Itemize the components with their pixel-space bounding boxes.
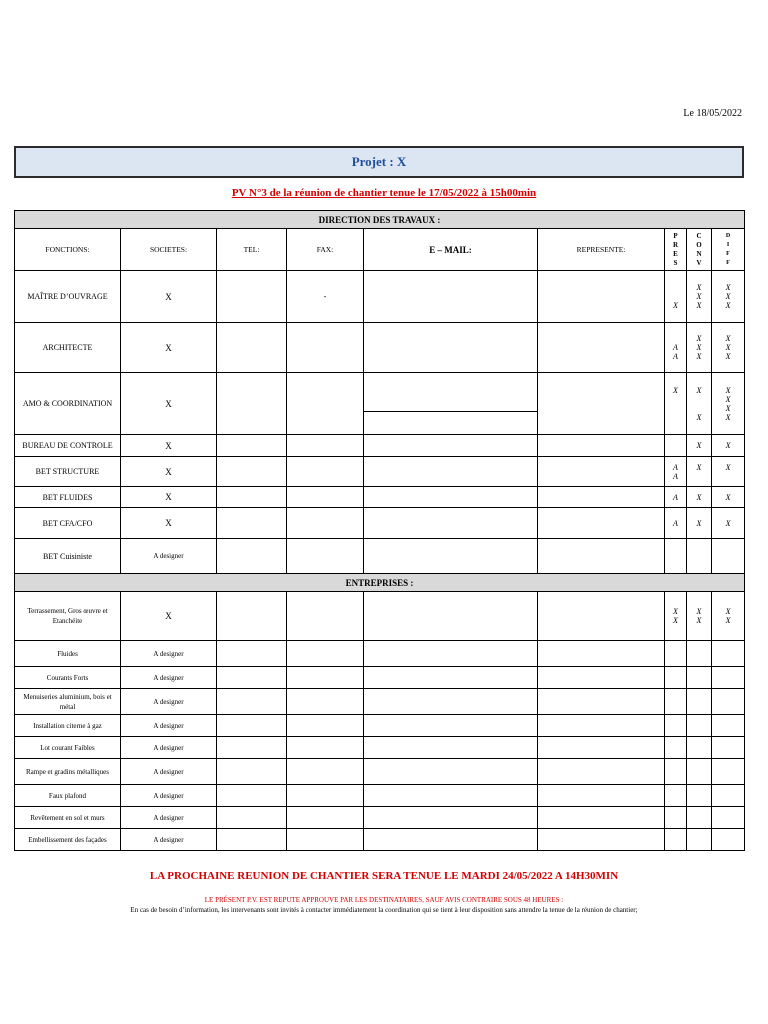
diff-cell-mark: X <box>725 343 731 352</box>
pres-cell-mark <box>675 552 677 561</box>
fonction-cell: Revêtement en sol et murs <box>15 807 121 829</box>
pres-cell-mark: A <box>673 471 678 481</box>
tel-cell <box>217 737 287 759</box>
representant-cell <box>538 323 665 373</box>
pres-cell-mark: X <box>673 616 678 625</box>
conv-cell <box>687 457 712 487</box>
header-tel: TEL: <box>217 229 287 271</box>
pres-cell-mark <box>675 673 677 682</box>
tel-cell <box>217 508 287 539</box>
next-meeting-notice: LA PROCHAINE REUNION DE CHANTIER SERA TENUE LE MARDI 24/05/2022 A 14H30MIN <box>149 870 619 882</box>
diff-cell <box>712 435 745 457</box>
diff-cell <box>712 539 745 574</box>
conv-cell <box>687 785 712 807</box>
conv-cell-mark <box>698 404 700 413</box>
conv-cell-mark: X <box>696 352 702 361</box>
fonction-cell: BET CFA/CFO <box>15 508 121 539</box>
societe-cell: X <box>121 592 217 641</box>
pres-cell-mark <box>675 283 677 292</box>
fonction-cell: BET FLUIDES <box>15 487 121 508</box>
pres-cell <box>665 737 687 759</box>
pres-cell <box>665 323 687 373</box>
pres-cell <box>665 641 687 667</box>
pres-cell-mark <box>675 649 677 658</box>
pv-title: PV N°3 de la réunion de chantier tenue le 17/05/2022 à 15h00min <box>231 187 537 199</box>
pres-cell-mark: X <box>673 385 678 395</box>
attendance-table <box>14 210 745 851</box>
conv-cell <box>687 487 712 508</box>
table-row <box>15 759 745 785</box>
table-row <box>15 508 745 539</box>
fonction-cell: Installation citerne à gaz <box>15 715 121 737</box>
table-row <box>15 829 745 851</box>
fonction-cell: Fluides <box>15 641 121 667</box>
representant-cell <box>538 715 665 737</box>
representant-cell <box>538 829 665 851</box>
pres-cell-mark: A <box>673 343 678 352</box>
header-letter: V <box>696 258 702 267</box>
fonction-cell: MAÎTRE D’OUVRAGE <box>15 271 121 323</box>
pres-cell <box>665 508 687 539</box>
tel-cell <box>217 759 287 785</box>
fax-cell <box>287 641 364 667</box>
header-conv <box>687 229 712 271</box>
pres-cell-mark: A <box>673 492 678 502</box>
pres-cell-mark: X <box>673 607 678 616</box>
tel-cell <box>217 539 287 574</box>
fax-cell <box>287 323 364 373</box>
fonction-cell: BET STRUCTURE <box>15 457 121 487</box>
conv-cell <box>687 807 712 829</box>
tel-cell <box>217 323 287 373</box>
conv-cell-mark <box>698 552 700 561</box>
representant-cell <box>538 539 665 574</box>
diff-cell <box>712 323 745 373</box>
pres-cell <box>665 689 687 715</box>
conv-cell-mark <box>698 835 700 844</box>
fonction-cell: Rampe et gradins métalliques <box>15 759 121 785</box>
pres-cell <box>665 435 687 457</box>
header-diff <box>712 229 745 271</box>
diff-cell-mark: X <box>725 412 731 422</box>
conv-cell-mark <box>698 743 700 752</box>
fax-cell <box>287 487 364 508</box>
table-row <box>15 271 745 323</box>
conv-cell-mark <box>698 395 700 404</box>
fax-cell <box>287 689 364 715</box>
diff-cell-mark <box>727 835 729 844</box>
conv-cell-mark: X <box>696 292 702 301</box>
diff-cell-mark: X <box>725 334 731 343</box>
representant-cell <box>538 759 665 785</box>
project-title-box: Projet : X <box>14 146 744 178</box>
conv-cell <box>687 829 712 851</box>
header-representant: REPRESENTE: <box>538 229 665 271</box>
conv-cell <box>687 715 712 737</box>
societe-cell: X <box>121 373 217 435</box>
pres-cell-mark: A <box>673 352 678 361</box>
societe-cell: A designer <box>121 829 217 851</box>
diff-cell <box>712 641 745 667</box>
pres-cell-mark <box>675 413 677 422</box>
diff-cell <box>712 715 745 737</box>
representant-cell <box>538 435 665 457</box>
fonction-cell: Courants Forts <box>15 667 121 689</box>
pres-cell <box>665 487 687 508</box>
conv-cell-mark: X <box>696 616 702 625</box>
fax-cell <box>287 508 364 539</box>
email-cell <box>364 785 538 807</box>
tel-cell <box>217 689 287 715</box>
conv-cell-mark: X <box>696 283 702 292</box>
fonction-cell: Terrassement, Gros œuvre et Etanchéite <box>15 592 121 641</box>
table-row <box>15 689 745 715</box>
diff-cell <box>712 508 745 539</box>
email-cell <box>364 539 538 574</box>
section-direction-label: DIRECTION DES TRAVAUX : <box>15 211 745 229</box>
tel-cell <box>217 641 287 667</box>
email-cell <box>364 807 538 829</box>
pres-cell-mark <box>675 404 677 413</box>
conv-cell-mark: X <box>696 607 702 616</box>
societe-cell: A designer <box>121 667 217 689</box>
fonction-cell: Menuiseries aluminium, bois et métal <box>15 689 121 715</box>
diff-cell-mark: X <box>725 462 731 472</box>
societe-cell: A designer <box>121 737 217 759</box>
info-note: En cas de besoin d’information, les intervenants sont invités à contacter immédiatement la coordination qui se tient à leur disposition sans attendre la tenue de la réunion de chantier; <box>130 906 638 914</box>
pres-cell <box>665 785 687 807</box>
email-cell <box>364 435 538 457</box>
tel-cell <box>217 785 287 807</box>
email-cell <box>364 592 538 641</box>
conv-cell <box>687 373 712 435</box>
conv-cell-mark: X <box>696 462 702 472</box>
pres-cell <box>665 457 687 487</box>
societe-cell: A designer <box>121 641 217 667</box>
header-email: E – MAIL: <box>364 229 538 271</box>
fonction-cell: Embellissement des façades <box>15 829 121 851</box>
pres-cell-mark <box>675 292 677 301</box>
pres-cell <box>665 829 687 851</box>
email-cell <box>364 829 538 851</box>
diff-cell-mark <box>727 791 729 800</box>
conv-cell-mark: X <box>696 518 702 528</box>
representant-cell <box>538 689 665 715</box>
fax-cell <box>287 435 364 457</box>
pres-cell-mark: A <box>673 462 678 472</box>
conv-cell-mark <box>698 472 700 481</box>
table-row <box>15 592 745 641</box>
fonction-cell: Faux plafond <box>15 785 121 807</box>
section-entreprises-row <box>15 574 745 592</box>
fax-cell <box>287 667 364 689</box>
pres-cell-mark: A <box>673 518 678 528</box>
tel-cell <box>217 715 287 737</box>
fax-cell <box>287 737 364 759</box>
fax-cell <box>287 759 364 785</box>
conv-cell-mark: X <box>696 343 702 352</box>
pres-cell <box>665 592 687 641</box>
diff-cell-mark: X <box>725 352 731 361</box>
representant-cell <box>538 641 665 667</box>
diff-cell <box>712 592 745 641</box>
email-cell <box>364 667 538 689</box>
conv-cell-mark <box>698 767 700 776</box>
pres-cell <box>665 759 687 785</box>
table-row <box>15 457 745 487</box>
email-cell <box>364 689 538 715</box>
conv-cell-mark <box>698 673 700 682</box>
conv-cell <box>687 435 712 457</box>
header-letter: C <box>696 231 702 240</box>
approval-note: LE PRÉSENT P.V. EST REPUTE APPROUVE PAR LES DESTINATAIRES, SAUF AVIS CONTRAIRE SOUS 48 HEURES : <box>204 896 564 904</box>
diff-cell-mark <box>727 697 729 706</box>
conv-cell <box>687 323 712 373</box>
pres-cell-mark <box>675 791 677 800</box>
header-letter: O <box>696 240 702 249</box>
conv-cell <box>687 759 712 785</box>
header-letter: D <box>725 232 731 239</box>
societe-cell: A designer <box>121 759 217 785</box>
diff-cell-mark <box>727 649 729 658</box>
societe-cell: X <box>121 508 217 539</box>
representant-cell <box>538 271 665 323</box>
pres-cell <box>665 373 687 435</box>
table-row <box>15 715 745 737</box>
tel-cell <box>217 667 287 689</box>
fax-cell <box>287 807 364 829</box>
pres-cell-mark <box>675 334 677 343</box>
conv-cell-mark <box>698 813 700 822</box>
diff-cell-mark <box>727 552 729 561</box>
email-cell <box>364 715 538 737</box>
pres-cell <box>665 715 687 737</box>
fax-cell <box>287 785 364 807</box>
conv-cell-mark: X <box>696 441 702 450</box>
tel-cell <box>217 829 287 851</box>
conv-cell-mark <box>698 721 700 730</box>
header-fonctions: FONCTIONS: <box>15 229 121 271</box>
representant-cell <box>538 807 665 829</box>
tel-cell <box>217 271 287 323</box>
diff-cell-mark: X <box>725 607 731 616</box>
header-letter: I <box>726 241 730 248</box>
diff-cell <box>712 689 745 715</box>
conv-cell-mark <box>698 697 700 706</box>
header-fax: FAX: <box>287 229 364 271</box>
tel-cell <box>217 457 287 487</box>
table-row <box>15 807 745 829</box>
email-cell <box>364 508 538 539</box>
societe-cell: A designer <box>121 807 217 829</box>
pres-cell-mark <box>675 721 677 730</box>
diff-cell-mark <box>727 721 729 730</box>
document-date: Le 18/05/2022 <box>683 108 742 119</box>
diff-cell-mark <box>727 767 729 776</box>
fonction-cell: ARCHITECTE <box>15 323 121 373</box>
diff-cell-mark: X <box>725 518 731 528</box>
email-cell <box>364 373 538 435</box>
diff-cell-mark: X <box>725 403 731 413</box>
table-row <box>15 435 745 457</box>
societe-cell: X <box>121 271 217 323</box>
fax-cell <box>287 373 364 435</box>
conv-cell-mark: X <box>696 385 702 395</box>
fax-cell <box>287 715 364 737</box>
diff-cell <box>712 667 745 689</box>
table-row <box>15 641 745 667</box>
diff-cell <box>712 271 745 323</box>
table-row <box>15 373 745 435</box>
section-direction-row <box>15 211 745 229</box>
conv-cell <box>687 667 712 689</box>
pres-cell-mark <box>675 835 677 844</box>
societe-cell: X <box>121 457 217 487</box>
representant-cell <box>538 487 665 508</box>
conv-cell <box>687 508 712 539</box>
conv-cell <box>687 592 712 641</box>
societe-cell: A designer <box>121 715 217 737</box>
diff-cell-mark <box>727 813 729 822</box>
societe-cell: X <box>121 487 217 508</box>
diff-cell-mark: X <box>725 441 731 450</box>
pres-cell <box>665 807 687 829</box>
table-row <box>15 737 745 759</box>
diff-cell <box>712 457 745 487</box>
conv-cell-mark: X <box>696 334 702 343</box>
email-cell <box>364 487 538 508</box>
conv-cell-mark: X <box>696 412 702 422</box>
email-cell <box>364 641 538 667</box>
conv-cell-mark <box>698 649 700 658</box>
pres-cell-mark <box>675 697 677 706</box>
representant-cell <box>538 592 665 641</box>
pres-cell-mark <box>675 395 677 404</box>
representant-cell <box>538 457 665 487</box>
conv-cell-mark <box>698 791 700 800</box>
diff-cell-mark: X <box>725 301 731 310</box>
header-pres <box>665 229 687 271</box>
email-cell <box>364 759 538 785</box>
diff-cell-mark: X <box>725 616 731 625</box>
diff-cell <box>712 759 745 785</box>
fonction-cell: BET Cuisiniste <box>15 539 121 574</box>
diff-cell <box>712 373 745 435</box>
conv-cell <box>687 271 712 323</box>
table-row <box>15 667 745 689</box>
representant-cell <box>538 508 665 539</box>
tel-cell <box>217 487 287 508</box>
societe-cell: A designer <box>121 689 217 715</box>
pres-cell <box>665 539 687 574</box>
pres-cell-mark <box>675 767 677 776</box>
diff-cell <box>712 785 745 807</box>
diff-cell <box>712 829 745 851</box>
diff-cell-mark <box>727 743 729 752</box>
representant-cell <box>538 737 665 759</box>
fax-cell: - <box>287 271 364 323</box>
societe-cell: X <box>121 323 217 373</box>
pres-cell-mark <box>675 743 677 752</box>
conv-cell <box>687 539 712 574</box>
email-subcell <box>364 395 537 412</box>
header-letter: P <box>673 231 678 240</box>
conv-cell <box>687 689 712 715</box>
email-cell <box>364 737 538 759</box>
diff-cell <box>712 737 745 759</box>
table-row <box>15 539 745 574</box>
representant-cell <box>538 667 665 689</box>
table-row <box>15 785 745 807</box>
header-letter: F <box>726 250 730 257</box>
conv-cell <box>687 641 712 667</box>
section-entreprises-label: ENTREPRISES : <box>15 574 745 592</box>
fax-cell <box>287 457 364 487</box>
email-cell <box>364 457 538 487</box>
conv-cell <box>687 737 712 759</box>
conv-cell-mark: X <box>696 301 702 310</box>
pres-cell <box>665 271 687 323</box>
tel-cell <box>217 592 287 641</box>
fonction-cell: AMO & COORDINATION <box>15 373 121 435</box>
societe-cell: A designer <box>121 785 217 807</box>
table-row <box>15 487 745 508</box>
diff-cell-mark: X <box>725 385 731 395</box>
pres-cell-mark: X <box>673 301 678 310</box>
pres-cell-mark <box>675 441 677 450</box>
diff-cell-mark <box>727 673 729 682</box>
table-row <box>15 323 745 373</box>
fonction-cell: BUREAU DE CONTROLE <box>15 435 121 457</box>
diff-cell-mark <box>727 472 729 481</box>
fax-cell <box>287 829 364 851</box>
conv-cell-mark: X <box>696 492 702 502</box>
header-societes: SOCIETES: <box>121 229 217 271</box>
diff-cell <box>712 807 745 829</box>
tel-cell <box>217 435 287 457</box>
header-letter: E <box>673 249 678 258</box>
fax-cell <box>287 592 364 641</box>
fax-cell <box>287 539 364 574</box>
societe-cell: A designer <box>121 539 217 574</box>
pres-cell <box>665 667 687 689</box>
pres-cell-mark <box>675 813 677 822</box>
societe-cell: X <box>121 435 217 457</box>
fonction-cell: Lot courant Faibles <box>15 737 121 759</box>
diff-cell-mark: X <box>725 492 731 502</box>
tel-cell <box>217 807 287 829</box>
diff-cell <box>712 487 745 508</box>
diff-cell-mark: X <box>725 292 731 301</box>
header-letter: N <box>696 249 702 258</box>
diff-cell-mark: X <box>725 283 731 292</box>
representant-cell <box>538 373 665 435</box>
header-letter: R <box>672 240 679 249</box>
tel-cell <box>217 373 287 435</box>
diff-cell-mark: X <box>725 394 731 404</box>
email-cell <box>364 271 538 323</box>
header-row <box>15 229 745 271</box>
email-cell <box>364 323 538 373</box>
header-letter: S <box>673 258 678 267</box>
representant-cell <box>538 785 665 807</box>
header-letter: F <box>726 259 730 266</box>
